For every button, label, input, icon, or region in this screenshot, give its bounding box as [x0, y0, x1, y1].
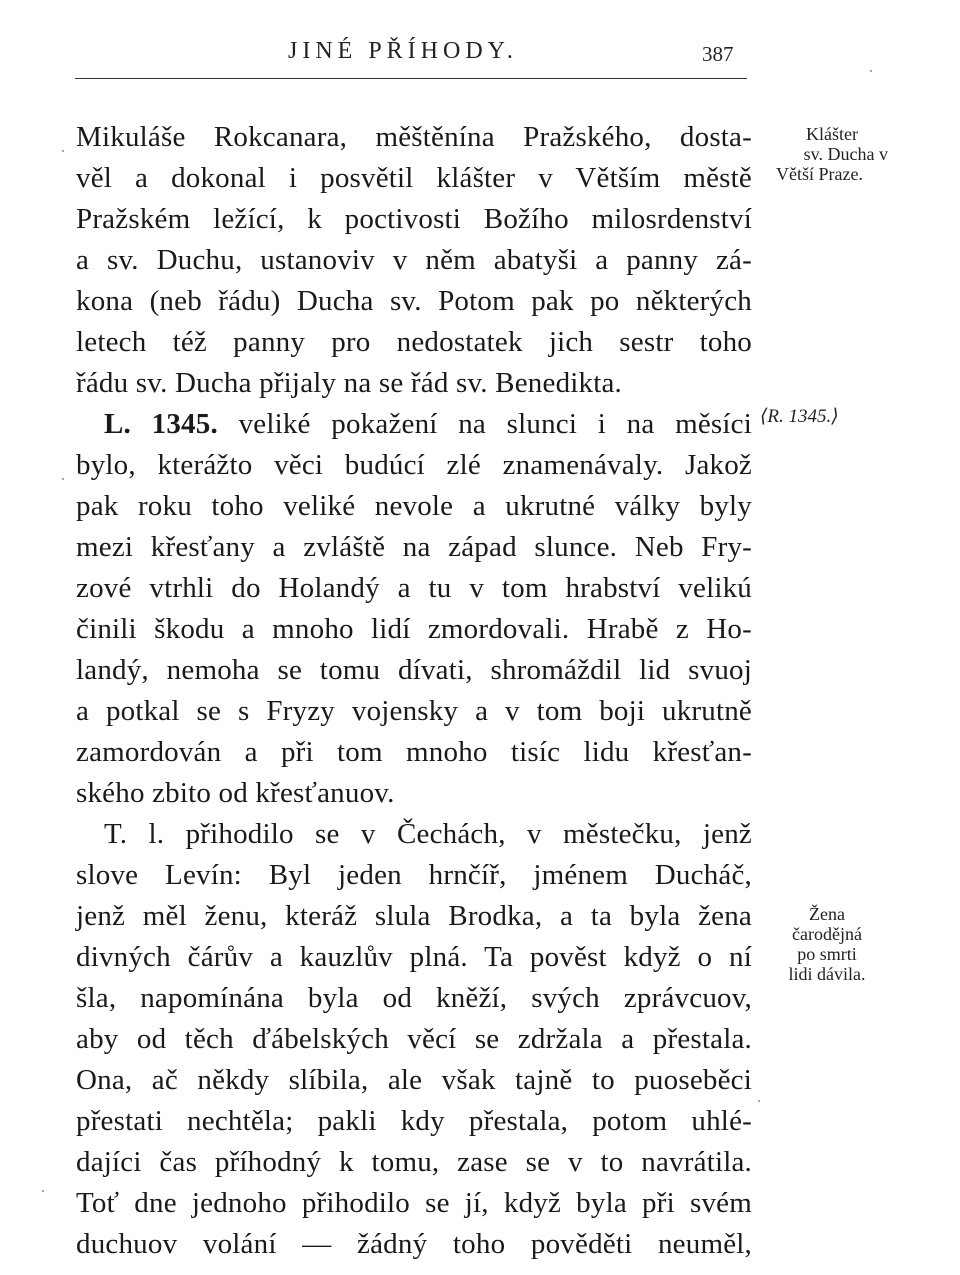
text-line: a sv. Duchu, ustanoviv v něm abatyši a panny zá- — [76, 244, 752, 276]
text-line: bylo, kterážto věci budúcí zlé znamenávaly. Jakož — [76, 449, 752, 481]
text-line: Toť dne jednoho přihodilo se jí, když byla při svém — [76, 1187, 752, 1219]
margin-note-line: sv. Ducha v — [803, 144, 888, 164]
margin-note-witch — [772, 904, 882, 984]
text-line: Pražském ležící, k poctivosti Božího milosrdenství — [76, 203, 752, 235]
page-number: 387 — [702, 42, 734, 66]
margin-note-line: Žena — [809, 904, 845, 924]
running-title: JINÉ PŘÍHODY. — [288, 38, 518, 64]
text-line: Mikuláše Rokcanara, měštěnína Pražského, dosta- — [76, 121, 752, 153]
margin-note-year: ⟨R. 1345.⟩ — [760, 406, 839, 427]
paper-speck — [62, 478, 64, 480]
text-line: mezi křesťany a zvláště na západ slunce. Neb Fry- — [76, 531, 752, 563]
text-line: landý, nemoha se tomu dívati, shromáždil lid svuoj — [76, 654, 752, 686]
text-line: pak roku toho veliké nevole a ukrutné války byly — [76, 490, 752, 522]
paper-speck — [758, 1100, 760, 1102]
text-line: aby od těch ďábelských věcí se zdržala a přestala. — [76, 1023, 752, 1055]
text-line: přestati nechtěla; pakli kdy přestala, potom uhlé- — [76, 1105, 752, 1137]
text-line: T. l. přihodilo se v Čechách, v městečku, jenž — [104, 818, 752, 850]
text-line: kona (neb řádu) Ducha sv. Potom pak po některých — [76, 285, 752, 317]
text-line: duchuov volání — žádný toho pověděti neuměl, — [76, 1228, 752, 1260]
text-line-rest: veliké pokažení na slunci i na měsíci — [238, 408, 752, 440]
paper-speck — [62, 150, 64, 152]
text-line: a potkal se s Fryzy vojensky a v tom boji ukrutně — [76, 695, 752, 727]
header-rule — [75, 78, 747, 79]
margin-note-line: lidi dávila. — [788, 964, 866, 984]
text-line: šla, napomínána byla od kněží, svých zprávcuov, — [76, 982, 752, 1014]
text-line: řádu sv. Ducha přijaly na se řád sv. Benedikta. — [76, 367, 622, 399]
margin-note-line: Klášter — [806, 124, 858, 144]
paper-speck — [870, 70, 872, 72]
running-head — [0, 38, 960, 78]
text-line: Ona, ač někdy slíbila, ale však tajně to puoseběci — [76, 1064, 752, 1096]
text-line: zové vtrhli do Holandý a tu v tom hrabství velikú — [76, 572, 752, 604]
text-line: divných čárův a kauzlův plná. Ta pověst když o ní — [76, 941, 752, 973]
text-line: činili škodu a mnoho lidí zmordovali. Hrabě z Ho- — [76, 613, 752, 645]
text-line: jenž měl ženu, kteráž slula Brodka, a ta byla žena — [76, 900, 752, 932]
margin-note-line: po smrti — [797, 944, 857, 964]
text-line: zamordován a při tom mnoho tisíc lidu křesťan- — [76, 736, 752, 768]
paper-speck — [42, 1190, 44, 1192]
margin-note-monastery — [776, 124, 888, 184]
text-line: ského zbito od křesťanuov. — [76, 777, 395, 809]
text-line: letech též panny pro nedostatek jich sestr toho — [76, 326, 752, 358]
margin-note-line: Větší Praze. — [776, 164, 863, 184]
year-label: L. 1345. — [104, 408, 218, 440]
margin-note-line: čarodějná — [792, 924, 862, 944]
text-line — [104, 405, 752, 443]
text-line: věl a dokonal i posvětil klášter v Větším městě — [76, 162, 752, 194]
text-line: dajíci čas příhodný k tomu, zase se v to navrátila. — [76, 1146, 752, 1178]
text-line: slove Levín: Byl jeden hrnčíř, jménem Ducháč, — [76, 859, 752, 891]
